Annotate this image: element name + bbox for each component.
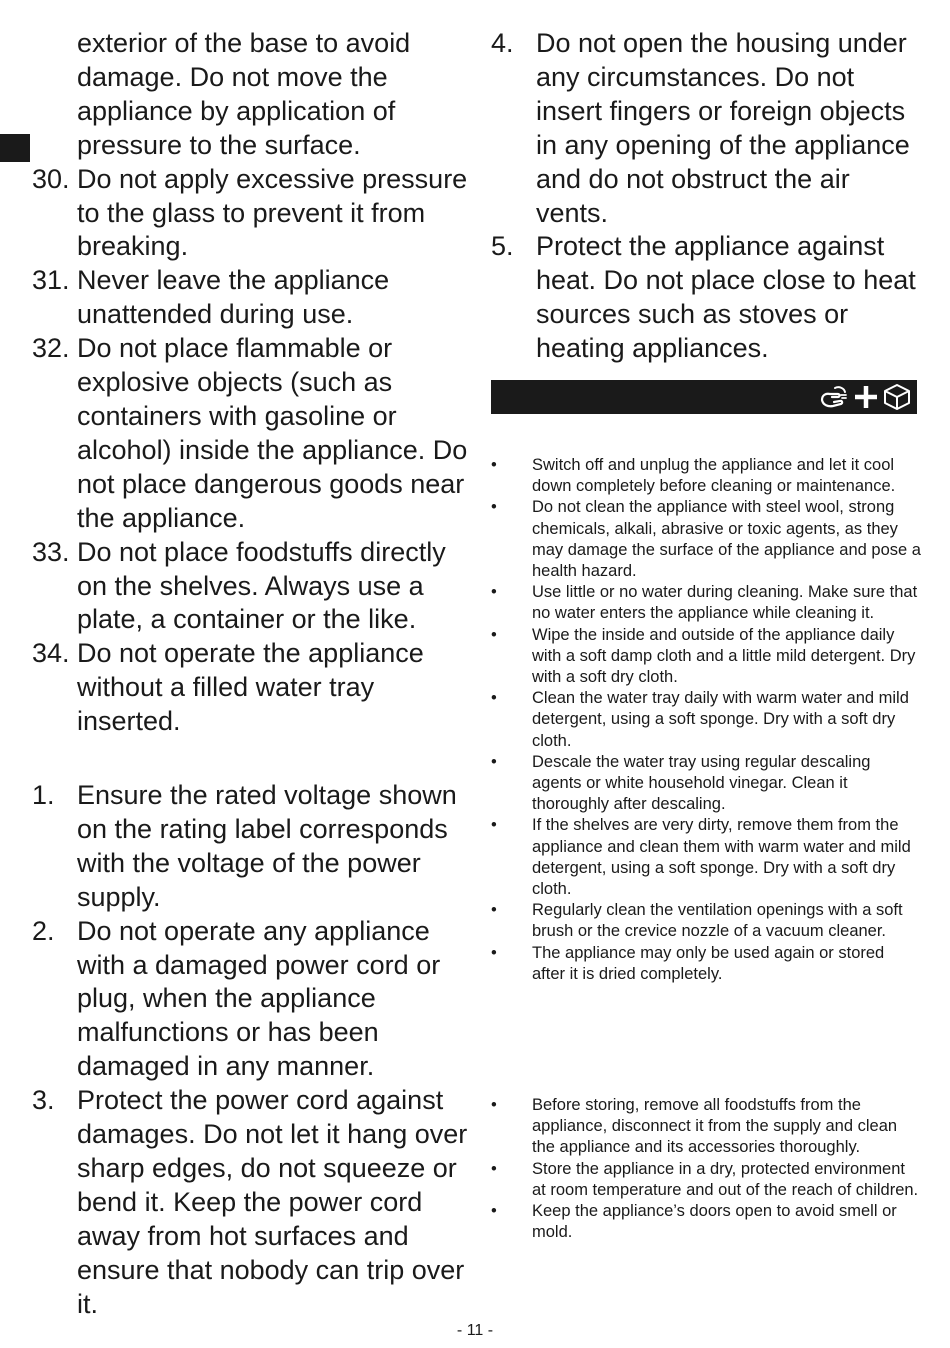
cleaning-list: [491, 455, 921, 985]
electrical-item-5: 5. Protect the appliance against heat. Do not place close to heat sources such as stoves or heating appliances.: [491, 231, 916, 364]
list-item: • The appliance may only be used again or stored after it is dried completely.: [491, 943, 885, 983]
list-item: • Use little or no water during cleaning. Make sure that no water enters the appliance while cleaning it.: [491, 583, 918, 623]
list-item: • Clean the water tray daily with warm water and mild detergent, using a soft sponge. Dry with a soft dry cloth.: [491, 689, 909, 750]
continuation-text: exterior of the base to avoid damage. Do not move the appliance by application of pressure to the surface.: [77, 28, 411, 160]
page-number: - 11 -: [456, 1322, 494, 1339]
electrical-item-2: 2. Do not operate any appliance with a damaged power cord or plug, when the appliance malfunctions or has been damaged in any manner.: [32, 915, 441, 1082]
left-column: [32, 27, 472, 1322]
list-item: • Before storing, remove all foodstuffs from the appliance, disconnect it from the supply and clean the appliance and its accessories thoroughly.: [491, 1096, 898, 1157]
storage-box-icon: [883, 383, 911, 411]
list-item: • Regularly clean the ventilation openings with a soft brush or the crevice nozzle of a vacuum cleaner.: [491, 901, 903, 941]
list-item: • Store the appliance in a dry, protected environment at room temperature and out of the reach of children.: [491, 1159, 919, 1199]
section-spacer: [32, 739, 472, 779]
plus-icon: [855, 386, 877, 408]
safety-item-31: 31. Never leave the appliance unattended during use.: [32, 265, 390, 330]
list-item: • Do not clean the appliance with steel wool, strong chemicals, alkali, abrasive or toxic agents, as they may damage the surface of the appliance and pose a health hazard.: [491, 498, 921, 581]
cleaning-hand-icon: [819, 384, 849, 410]
list-item: • If the shelves are very dirty, remove them from the appliance and clean them with warm water and mild detergent, using a soft sponge. Dry with a soft dry cloth.: [491, 816, 911, 899]
electrical-item-1: 1. Ensure the rated voltage shown on the rating label corresponds with the voltage of the power supply.: [32, 780, 457, 912]
right-column: [491, 27, 921, 366]
safety-item-33: 33. Do not place foodstuffs directly on the shelves. Always use a plate, a container or the like.: [32, 536, 446, 635]
list-item: • Wipe the inside and outside of the appliance daily with a soft damp cloth and a little mild detergent. Dry with a soft dry cloth.: [491, 625, 916, 687]
section-icons: [819, 383, 911, 411]
list-item: • Switch off and unplug the appliance and let it cool down completely before cleaning or maintenance.: [491, 456, 896, 496]
safety-item-34: 34. Do not operate the appliance without a filled water tray inserted.: [32, 638, 424, 737]
list-item: • Descale the water tray using regular descaling agents or white household vinegar. Clean it thoroughly after descaling.: [491, 752, 871, 814]
list-item: • Keep the appliance’s doors open to avoid smell or mold.: [491, 1202, 897, 1242]
safety-item-32: 32. Do not place flammable or explosive objects (such as containers with gasoline or alcohol) inside the appliance. Do not place dangerous goods near the appliance.: [32, 333, 468, 533]
storage-list: [491, 1095, 921, 1243]
side-tab-marker: [0, 134, 30, 162]
electrical-item-4: 4. Do not open the housing under any circumstances. Do not insert fingers or foreign objects in any opening of the appliance and do not obstruct the air vents.: [491, 28, 910, 228]
cleaning-storage-section-bar: [491, 380, 917, 414]
electrical-item-3: 3. Protect the power cord against damages. Do not let it hang over sharp edges, do not squeeze or bend it. Keep the power cord away from hot surfaces and ensure that nobody can trip over it.: [32, 1085, 468, 1319]
safety-item-30: 30. Do not apply excessive pressure to the glass to prevent it from breaking.: [32, 163, 468, 262]
